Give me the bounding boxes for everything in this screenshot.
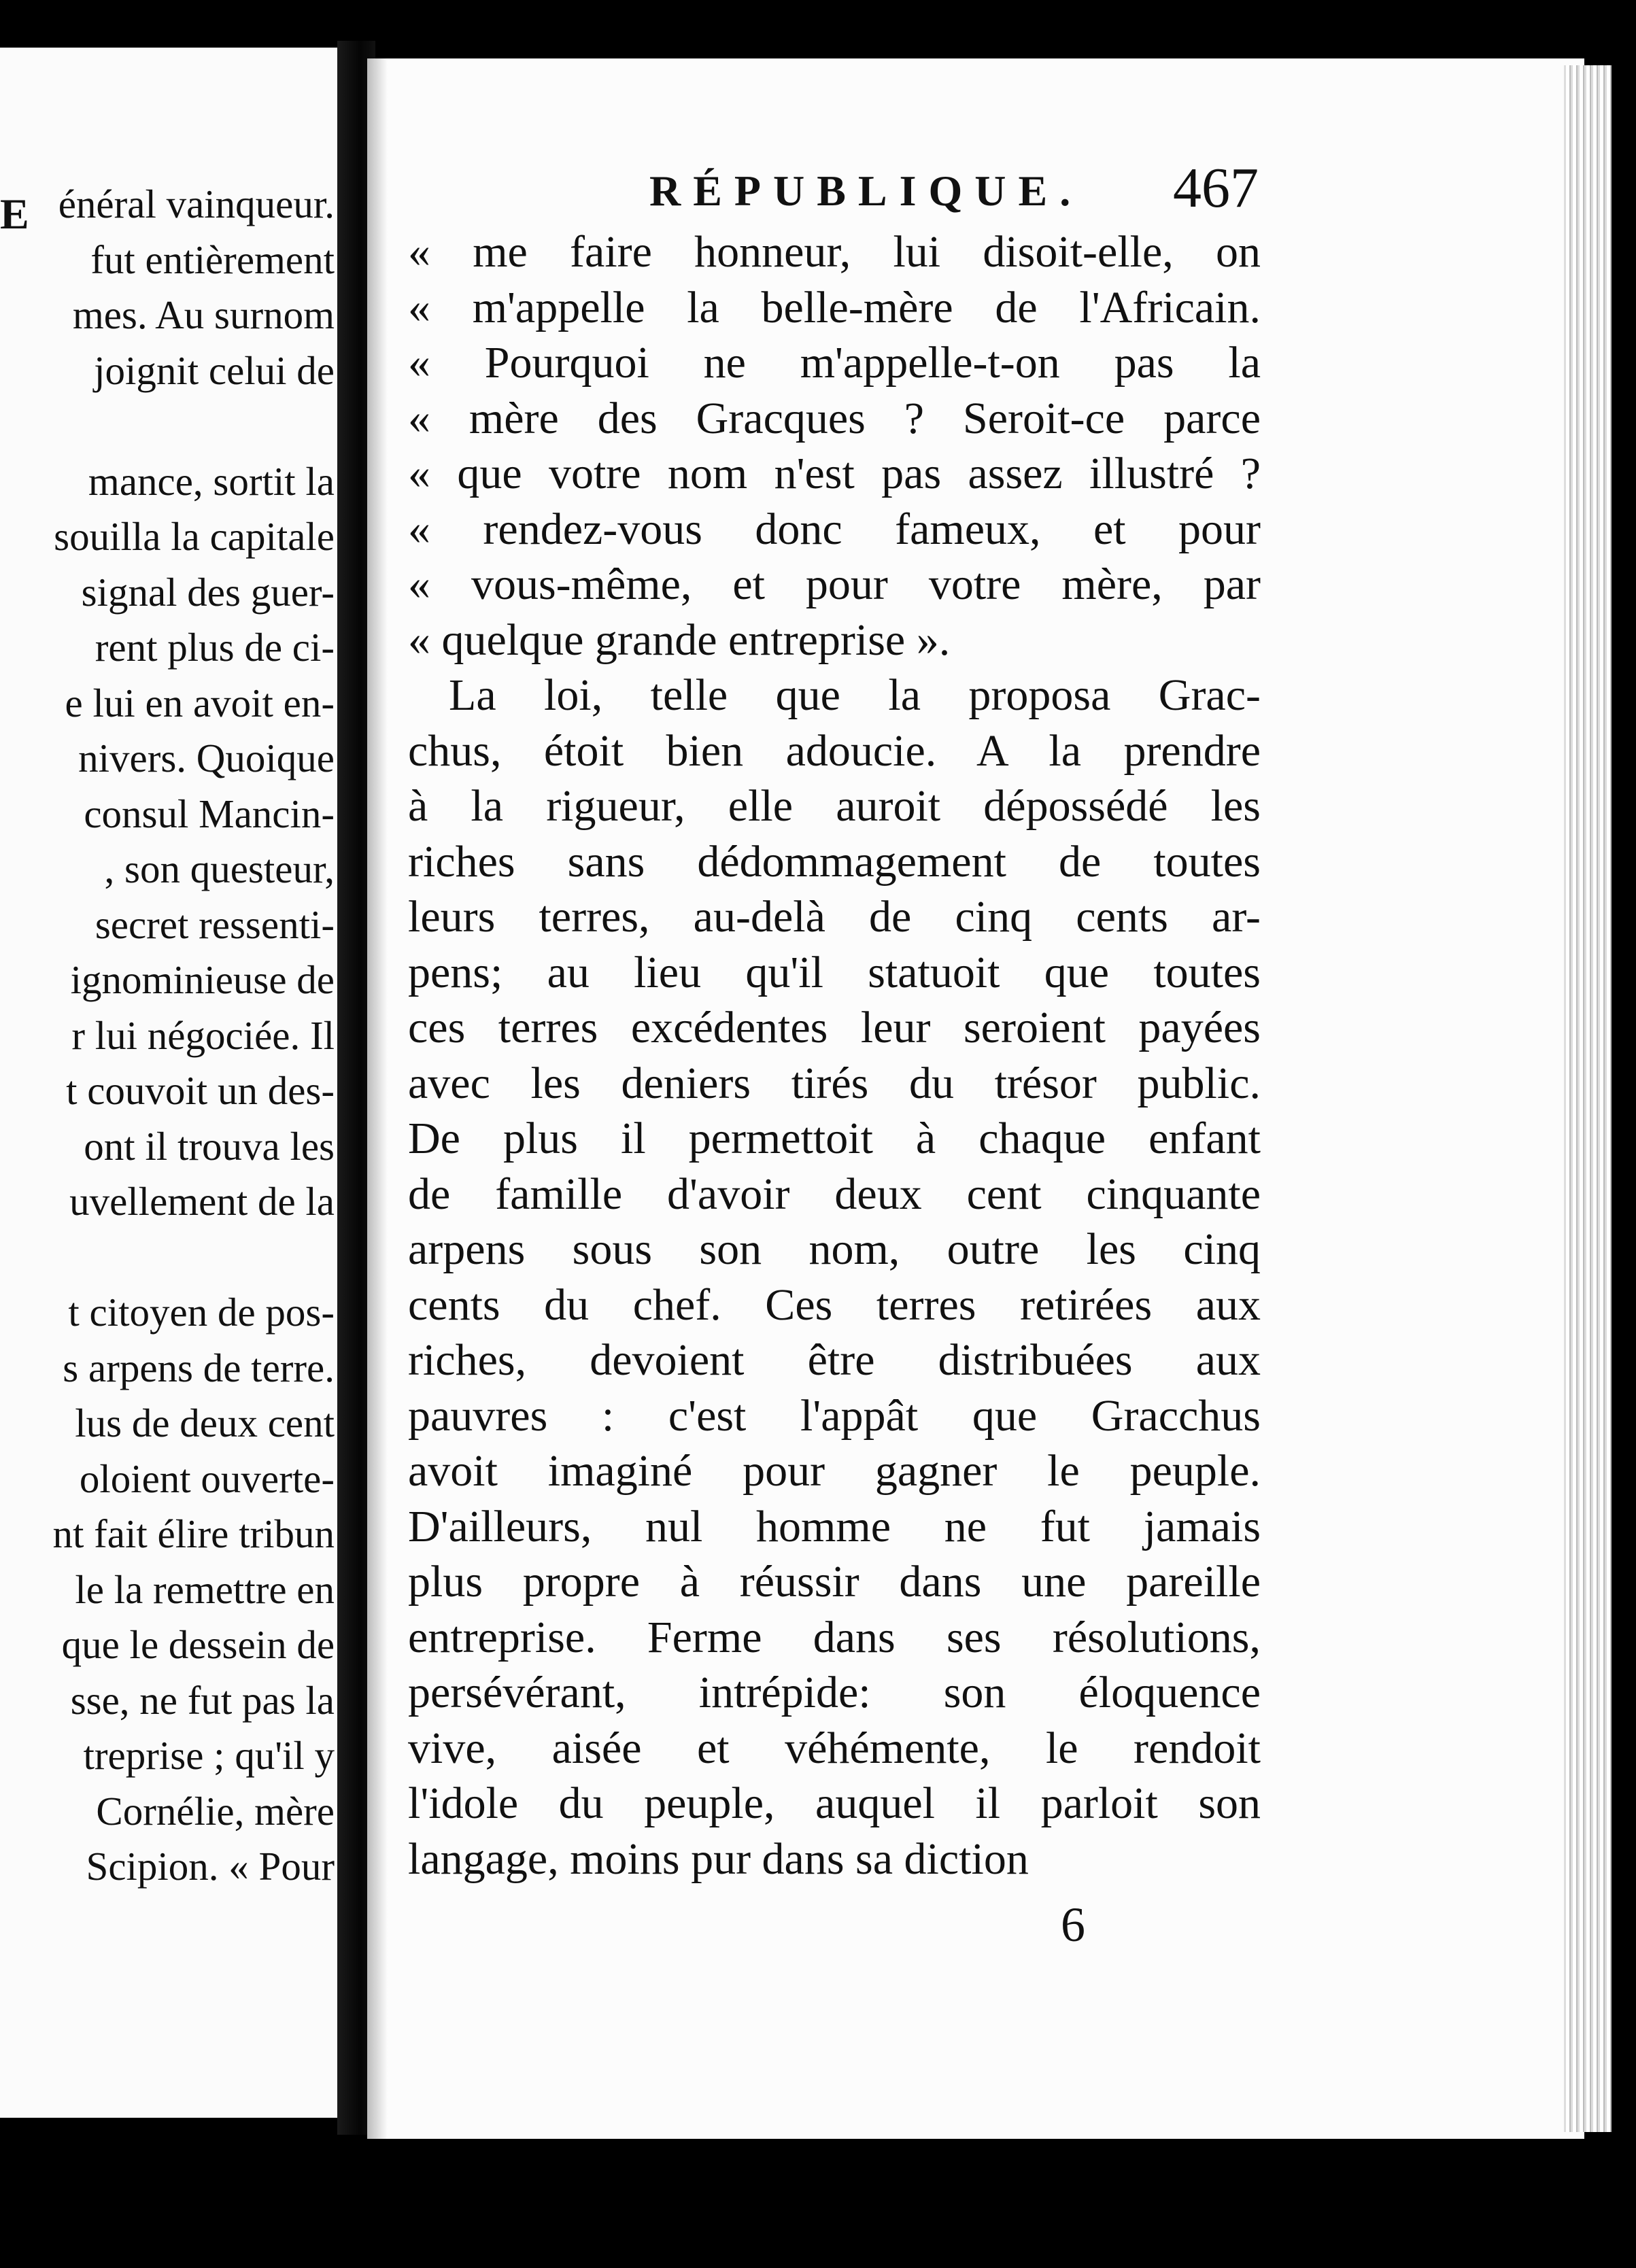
text-line: De plus il permettoit à chaque enfant (408, 1114, 1261, 1163)
text-line: persévérant, intrépide: son éloquence (408, 1668, 1261, 1717)
left-text-line: nt fait élire tribun (52, 1511, 335, 1556)
left-text-line: secret ressenti- (95, 901, 335, 947)
body-text (408, 224, 1261, 1887)
left-page-text (0, 177, 335, 1895)
left-text-line: lus de deux cent (75, 1401, 335, 1445)
text-line: « m'appelle la belle-mère de l'Africain. (408, 282, 1261, 332)
left-text-line: t citoyen de pos- (68, 1290, 335, 1335)
text-line: D'ailleurs, nul homme ne fut jamais (408, 1501, 1261, 1551)
running-head: RÉPUBLIQUE. (649, 167, 1083, 215)
left-text-line (0, 1230, 335, 1286)
left-text-line: Scipion. « Pour (86, 1844, 335, 1889)
text-line: pens; au lieu qu'il statuoit que toutes (408, 947, 1261, 997)
text-line: « me faire honneur, lui disoit-elle, on (408, 227, 1261, 277)
left-text-line: consul Mancin- (84, 791, 335, 836)
left-text-line: sse, ne fut pas la (70, 1677, 335, 1723)
text-line: plus propre à réussir dans une pareille (408, 1557, 1261, 1606)
left-text-line: , son questeur, (104, 846, 335, 891)
left-text-line: mance, sortit la (88, 458, 335, 504)
left-text-line: ignominieuse de (70, 957, 335, 1002)
text-line: arpens sous son nom, outre les cinq (408, 1224, 1261, 1274)
left-running-head-fragment: E (0, 190, 29, 238)
spine-shadow (367, 58, 388, 2139)
text-line: vive, aisée et véhémente, le rendoit (408, 1723, 1261, 1773)
text-line: à la rigueur, elle auroit dépossédé les (408, 781, 1261, 831)
text-line: La loi, telle que la proposa Grac- (449, 670, 1261, 720)
text-line: « Pourquoi ne m'appelle-t-on pas la (408, 338, 1261, 388)
text-line: « quelque grande entreprise ». (408, 615, 951, 665)
page-edges (1564, 65, 1612, 2132)
left-text-line: le la remettre en (75, 1566, 335, 1612)
text-line: de famille d'avoir deux cent cinquante (408, 1169, 1261, 1219)
left-text-line: uvellement de la (69, 1179, 335, 1224)
left-text-line: rent plus de ci- (95, 625, 335, 670)
left-text-line: Cornélie, mère (96, 1788, 335, 1834)
left-text-line: énéral vainqueur. (58, 182, 335, 226)
text-line: cents du chef. Ces terres retirées aux (408, 1279, 1261, 1330)
left-text-line: s arpens de terre. (63, 1345, 335, 1390)
left-text-line (0, 398, 335, 454)
text-line: ces terres excédentes leur seroient payées (408, 1003, 1261, 1052)
left-text-line: e lui en avoit en- (65, 680, 335, 725)
text-line: leurs terres, au-delà de cinq cents ar- (408, 892, 1261, 942)
left-text-line: treprise ; qu'il y (83, 1733, 335, 1778)
left-text-line: signal des guer- (81, 569, 335, 615)
left-text-line: que le dessein de (61, 1622, 335, 1667)
left-text-line: oloient ouverte- (79, 1456, 335, 1501)
text-line: entreprise. Ferme dans ses résolutions, (408, 1612, 1261, 1662)
left-page (0, 48, 347, 2118)
text-line: « rendez-vous donc fameux, et pour (408, 504, 1261, 554)
left-text-line: joignit celui de (94, 347, 335, 393)
text-line: l'idole du peuple, auquel il parloit son (408, 1779, 1261, 1828)
page-number: 467 (1173, 156, 1259, 220)
text-line: riches sans dédommagement de toutes (408, 836, 1261, 887)
left-text-line: souilla la capitale (54, 514, 335, 559)
text-line: « mère des Gracques ? Seroit-ce parce (408, 393, 1261, 443)
text-line: « vous-même, et pour votre mère, par (408, 560, 1261, 609)
left-text-line: nivers. Quoique (78, 736, 335, 780)
text-line: chus, étoit bien adoucie. A la prendre (408, 725, 1261, 776)
left-text-line: r lui négociée. Il (71, 1012, 335, 1058)
text-line: riches, devoient être distribuées aux (408, 1335, 1261, 1385)
text-line: avoit imaginé pour gagner le peuple. (408, 1446, 1261, 1496)
text-line: langage, moins pur dans sa diction (408, 1834, 1029, 1884)
text-line: avec les deniers tirés du trésor public. (408, 1058, 1261, 1108)
text-line: pauvres : c'est l'appât que Gracchus (408, 1390, 1261, 1441)
text-line: « que votre nom n'est pas assez illustré ? (408, 449, 1261, 498)
signature-mark: 6 (1061, 1897, 1085, 1952)
left-text-line: t couvoit un des- (66, 1068, 335, 1113)
left-text-line: mes. Au surnom (72, 292, 335, 337)
left-text-line: fut entièrement (90, 237, 335, 282)
left-text-line: ont il trouva les (84, 1123, 335, 1169)
